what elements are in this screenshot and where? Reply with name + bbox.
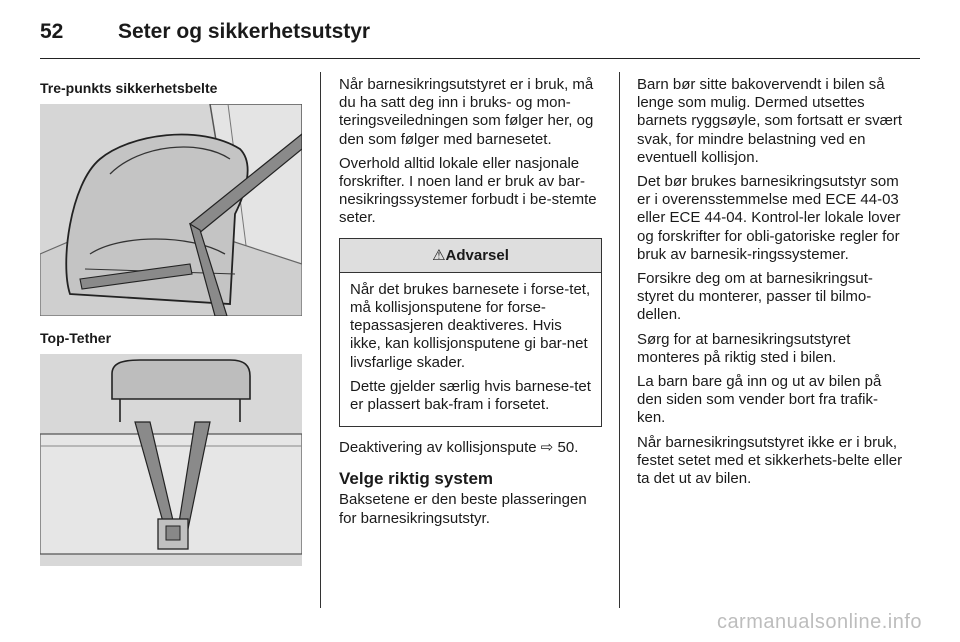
deactivation-reference (339, 439, 602, 457)
paragraph: Når barnesikringsutstyret ikke er i bruk, festet setet med et sikkerhets-belte eller ta det ut av bilen. (637, 433, 903, 488)
warning-icon: ⚠ (432, 246, 446, 264)
watermark: carmanualsonline.info (716, 611, 922, 633)
warning-paragraph: Dette gjelder særlig hvis barnese-tet er plassert bak-fram i forsetet. (350, 377, 591, 414)
paragraph: Sørg for at barnesikringsutstyret monteres på riktig sted i bilen. (637, 330, 851, 366)
paragraph: Barn bør sitte bakovervendt i bilen så lenge som mulig. Dermed utsettes barnets ryggsøyle, som fortsatt er svært svak, for mindre belastning ved en eventuell kollisjon. (637, 76, 903, 166)
header-rule (40, 58, 920, 59)
page-header (40, 14, 920, 54)
top-tether-illustration (40, 354, 302, 566)
page-reference-icon: ⇨ (540, 439, 554, 457)
section-heading: Velge riktig system (339, 469, 494, 489)
page-reference: 50. (557, 439, 579, 457)
paragraph: Overhold alltid lokale eller nasjonale forskrifter. I noen land er bruk av bar-nesikringssystemer forbudt i be-stemte seter. (339, 154, 597, 227)
column-3 (637, 76, 903, 494)
page-number: 52 (40, 20, 64, 43)
warning-body (340, 273, 601, 426)
page-title: Seter og sikkerhetsutstyr (118, 20, 371, 43)
subhead-top-tether: Top-Tether (40, 330, 112, 346)
paragraph: La barn bare gå inn og ut av bilen på den siden som vender bort fra trafik-ken. (637, 373, 882, 427)
column-2 (339, 76, 602, 534)
figure-child-seat-belt (40, 104, 302, 316)
figure-top-tether (40, 354, 302, 566)
warning-header (340, 239, 601, 273)
warning-paragraph: Når det brukes barnesete i forse-tet, må kollisjonsputene for forse-tepassasjeren deaktiveres. Hvis ikke, kan kollisjonsputene gi bar-net livsfarlige skader. (350, 280, 591, 371)
child-seat-illustration (40, 104, 302, 316)
column-divider-right (619, 72, 620, 608)
warning-title: Advarsel (445, 246, 509, 264)
paragraph: Baksetene er den beste plasseringen for barnesikringsutstyr. (339, 491, 587, 527)
column-divider-left (320, 72, 321, 608)
deactivation-text: Deaktivering av kollisjonspute (339, 439, 537, 457)
paragraph: Forsikre deg om at barnesikringsut-styret du monterer, passer til bilmo-dellen. (637, 270, 873, 324)
subhead-three-point-belt: Tre-punkts sikkerhetsbelte (40, 80, 218, 96)
paragraph: Det bør brukes barnesikringsutstyr som er i overensstemmelse med ECE 44-03 eller ECE 44-04. Kontrol-ler lokale lover og forskrifter for obli-gatoriske regler for bruk av barnesik-ringssystemer. (637, 173, 901, 263)
paragraph: Når barnesikringsutstyret er i bruk, må du ha satt deg inn i bruks- og mon-teringsveiledningen som følger her, og den som følger med barnesetet. (339, 76, 594, 148)
warning-box (339, 238, 602, 428)
